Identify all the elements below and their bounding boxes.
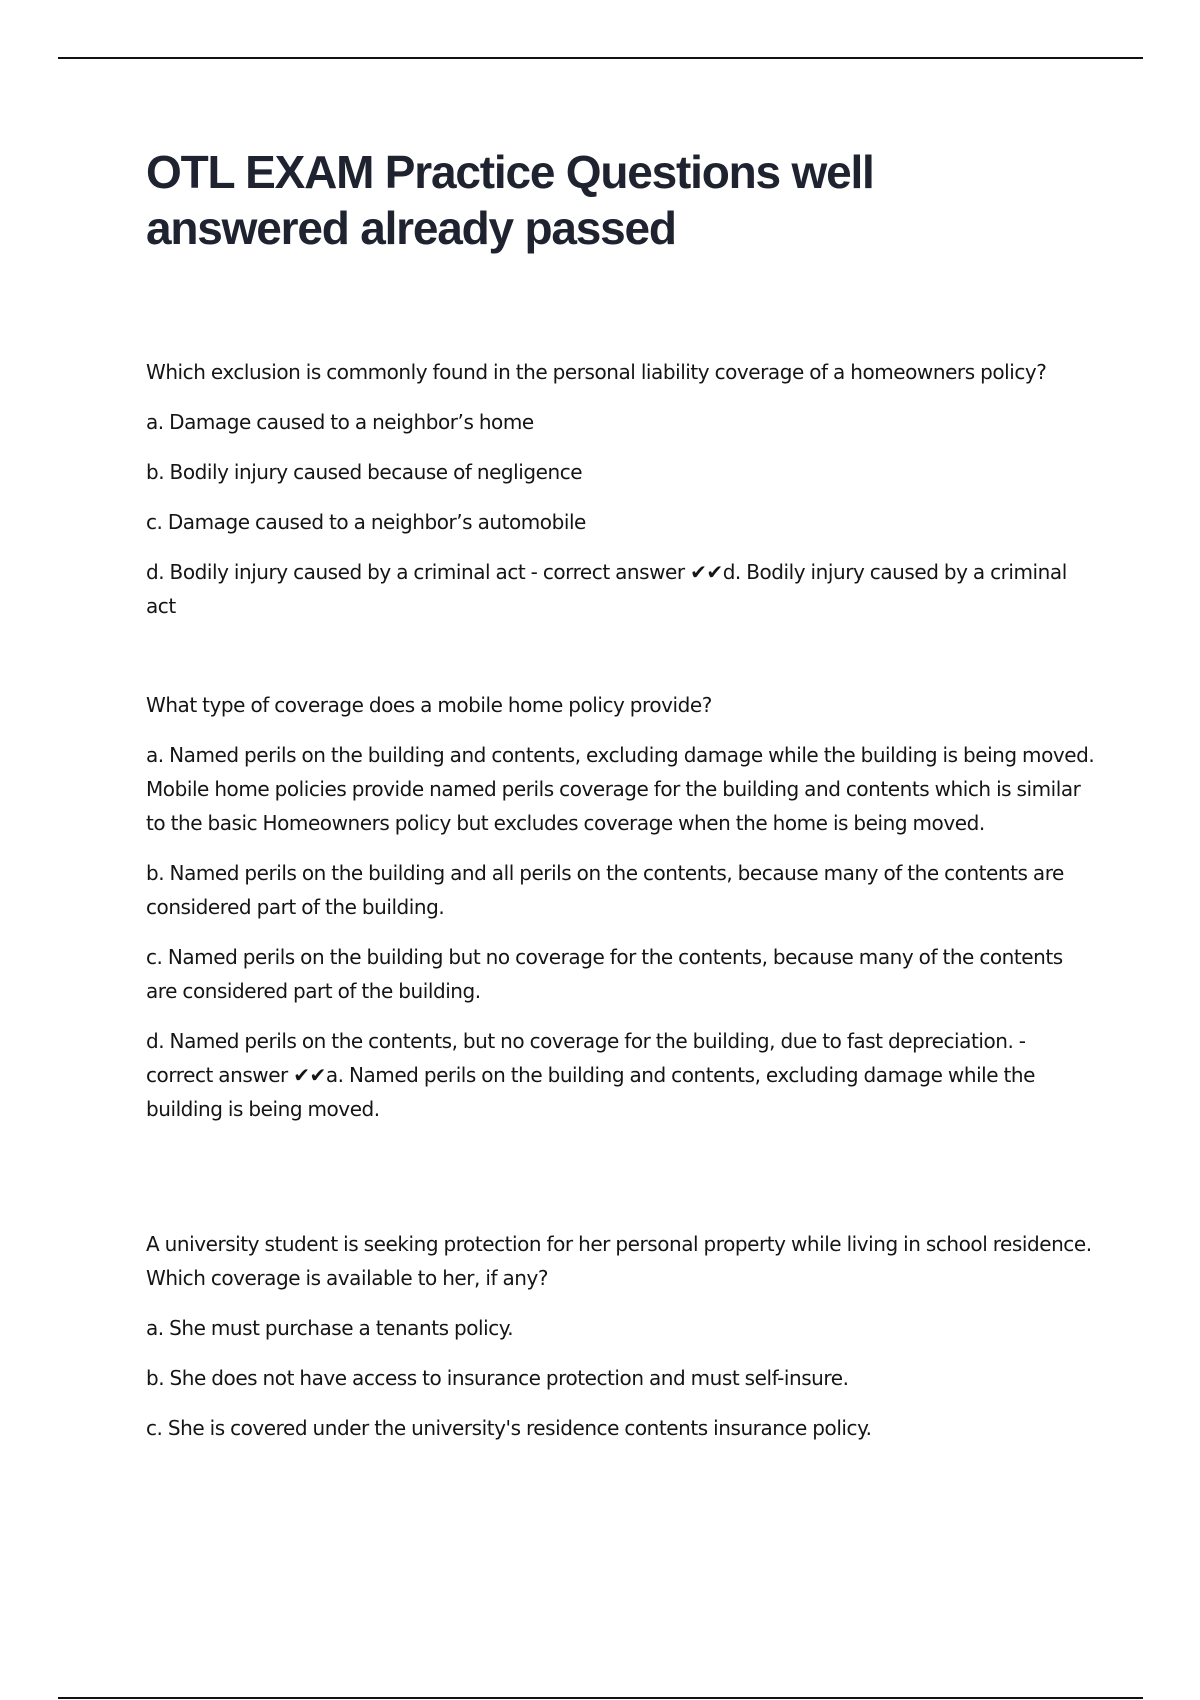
document-title: OTL EXAM Practice Questions well answered already passed	[146, 146, 874, 254]
question-block	[146, 355, 1096, 623]
question-text: Which exclusion is commonly found in the personal liability coverage of a homeowners policy?	[146, 360, 1047, 384]
answer-option: c. She is covered under the university's residence contents insurance policy.	[146, 1416, 872, 1440]
question-text: What type of coverage does a mobile home policy provide?	[146, 693, 712, 717]
answer-option: c. Damage caused to a neighbor’s automobile	[146, 510, 586, 534]
answer-option: a. Named perils on the building and contents, excluding damage while the building is being moved. Mobile home policies provide named perils coverage for the building and contents which is similar to the basic Homeowners policy but excludes coverage when the home is being moved.	[146, 743, 1095, 835]
answer-option: c. Named perils on the building but no coverage for the contents, because many of the contents are considered part of the building.	[146, 945, 1063, 1003]
answer-option: a. She must purchase a tenants policy.	[146, 1316, 514, 1340]
question-block	[146, 688, 1096, 1126]
answer-option: b. Bodily injury caused because of negligence	[146, 460, 583, 484]
question-text: A university student is seeking protection for her personal property while living in school residence. Which coverage is available to her, if any?	[146, 1232, 1092, 1290]
answer-option: b. Named perils on the building and all perils on the contents, because many of the contents are considered part of the building.	[146, 861, 1064, 919]
answer-option: d. Named perils on the contents, but no coverage for the building, due to fast depreciation. - correct answer ✔✔a. Named perils on the building and contents, excluding damage while the building is being moved.	[146, 1029, 1036, 1121]
top-divider	[58, 57, 1143, 59]
bottom-divider	[58, 1697, 1143, 1699]
answer-option: a. Damage caused to a neighbor’s home	[146, 410, 534, 434]
answer-option: b. She does not have access to insurance protection and must self-insure.	[146, 1366, 849, 1390]
answer-option: d. Bodily injury caused by a criminal act - correct answer ✔✔d. Bodily injury caused by a criminal act	[146, 560, 1067, 618]
question-block	[146, 1227, 1096, 1445]
